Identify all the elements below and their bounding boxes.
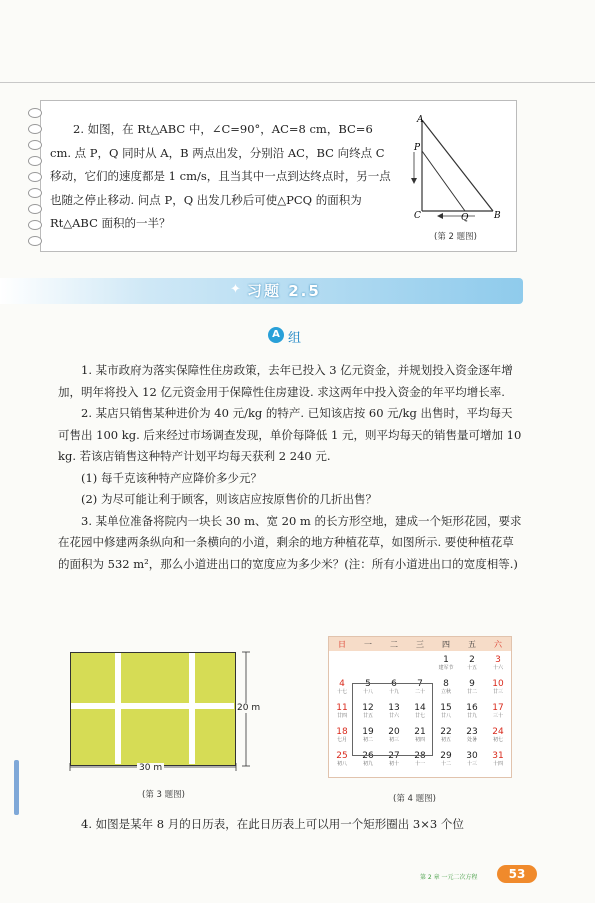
selection-rectangle xyxy=(352,683,433,756)
day-number: 15 xyxy=(440,703,452,713)
page-number: 53 xyxy=(497,865,537,883)
problem-4: 4. 如图是某年 8 月的日历表，在此日历表上可以用一个矩形圈出 3×3 个位 xyxy=(81,817,464,831)
problem-4-block xyxy=(58,814,523,836)
day-number: 10 xyxy=(492,679,504,689)
lunar-date: 廿八 xyxy=(440,713,451,719)
problems-text xyxy=(58,360,523,575)
lunar-date: 初二 xyxy=(362,737,373,743)
top-rule xyxy=(0,82,595,83)
weekday-header: 五 xyxy=(468,640,476,649)
figure-4-caption: (第 4 题图) xyxy=(393,794,436,804)
lunar-date: 廿六 xyxy=(388,713,399,719)
binder-ring-icon xyxy=(28,188,42,198)
day-number: 2 xyxy=(469,655,475,665)
day-number: 23 xyxy=(466,727,478,737)
day-number: 17 xyxy=(492,703,504,713)
figure-3-caption: (第 3 题图) xyxy=(142,790,185,800)
calendar-day xyxy=(459,727,485,744)
day-number: 19 xyxy=(362,727,374,737)
day-number: 5 xyxy=(365,679,371,689)
lunar-date: 十七 xyxy=(336,689,347,695)
day-number: 28 xyxy=(414,751,426,761)
lunar-date: 初五 xyxy=(440,737,451,743)
right-triangle-figure xyxy=(405,112,505,222)
weekday-header: 三 xyxy=(416,640,424,649)
day-number: 14 xyxy=(414,703,426,713)
section-title: 习题 2.5 xyxy=(247,282,321,300)
lunar-date: 二十 xyxy=(414,689,425,695)
lunar-date: 十六 xyxy=(492,665,503,671)
day-number: 3 xyxy=(495,655,501,665)
day-number: 18 xyxy=(336,727,348,737)
day-number: 26 xyxy=(362,751,374,761)
side-tab xyxy=(14,760,19,815)
lunar-date: 初三 xyxy=(388,737,399,743)
weekday-header: 日 xyxy=(338,640,346,649)
day-number: 29 xyxy=(440,751,452,761)
calendar-day xyxy=(433,751,459,768)
binder-ring-icon xyxy=(28,140,42,150)
day-number: 1 xyxy=(443,655,449,665)
calendar-day xyxy=(433,703,459,720)
day-number: 9 xyxy=(469,679,475,689)
group-label: 组 xyxy=(288,331,302,346)
day-number: 13 xyxy=(388,703,400,713)
calendar-day xyxy=(459,703,485,720)
day-number: 30 xyxy=(466,751,478,761)
star-icon: ✦ xyxy=(230,282,241,297)
lunar-date: 廿四 xyxy=(336,713,347,719)
day-number: 24 xyxy=(492,727,504,737)
lunar-date: 初九 xyxy=(362,761,373,767)
binder-ring-icon xyxy=(28,220,42,230)
problem-2: 2. 某店只销售某种进价为 40 元/kg 的特产. 已知该店按 60 元/kg 出售时，平均每天可售出 100 kg. 后来经过市场调查发现，单价每降低 1 元，则平均每天的销售量可增加 10 kg. 若该店销售这种特产计划平均每天获利 2 240 元. xyxy=(58,406,522,463)
problem-1: 1. 某市政府为落实保障性住房政策，去年已投入 3 亿元资金，并规划投入资金逐年增加，明年将投入 12 亿元资金用于保障性住房建设. 求这两年中投入资金的年平均增长率. xyxy=(58,363,513,399)
lunar-date: 廿五 xyxy=(362,713,373,719)
lunar-date: 十三 xyxy=(466,761,477,767)
lunar-date: 十九 xyxy=(388,689,399,695)
day-number: 8 xyxy=(443,679,449,689)
lunar-date: 初四 xyxy=(414,737,425,743)
height-label: 20 m xyxy=(237,703,261,713)
calendar-day xyxy=(485,751,511,768)
calendar-day xyxy=(433,679,459,696)
garden-dimensions xyxy=(60,645,260,780)
binder-ring-icon xyxy=(28,236,42,246)
day-number: 4 xyxy=(339,679,345,689)
weekday-header: 六 xyxy=(494,640,502,649)
figure-2-caption: (第 2 题图) xyxy=(434,232,477,242)
problem-2-part-2: (2) 为尽可能让利于顾客，则该店应按原售价的几折出售？ xyxy=(81,492,377,506)
calendar-day xyxy=(485,703,511,720)
day-number: 7 xyxy=(417,679,423,689)
footer-chapter: 第 2 章 一元二次方程 xyxy=(420,874,478,881)
lunar-date: 廿三 xyxy=(492,689,503,695)
binder-ring-icon xyxy=(28,204,42,214)
day-number: 25 xyxy=(336,751,348,761)
lunar-date: 七月 xyxy=(336,737,347,743)
lunar-date: 十五 xyxy=(466,665,477,671)
group-badge: A xyxy=(268,327,284,343)
calendar-day xyxy=(485,655,511,672)
calendar-day xyxy=(485,679,511,696)
binder-ring-icon xyxy=(28,172,42,182)
lunar-date: 初十 xyxy=(388,761,399,767)
lunar-date: 十八 xyxy=(362,689,373,695)
binder-ring-icon xyxy=(28,124,42,134)
lunar-date: 廿九 xyxy=(466,713,477,719)
lunar-date: 初七 xyxy=(492,737,503,743)
binder-ring-icon xyxy=(28,108,42,118)
day-number: 22 xyxy=(440,727,452,737)
weekday-header: 一 xyxy=(364,640,372,649)
lunar-date: 十一 xyxy=(414,761,425,767)
calendar-day xyxy=(433,727,459,744)
point-c-label: C xyxy=(414,211,421,221)
day-number: 31 xyxy=(492,751,504,761)
point-b-label: B xyxy=(494,211,501,221)
point-p-label: P xyxy=(414,143,421,153)
calendar-day xyxy=(459,751,485,768)
point-q-label: Q xyxy=(461,213,469,222)
binder-ring-icon xyxy=(28,156,42,166)
day-number: 16 xyxy=(466,703,478,713)
lunar-date: 建军节 xyxy=(438,665,454,671)
lunar-date: 初八 xyxy=(336,761,347,767)
lunar-date: 廿二 xyxy=(466,689,477,695)
day-number: 27 xyxy=(388,751,400,761)
lunar-date: 立秋 xyxy=(440,689,451,695)
lunar-date: 处暑 xyxy=(466,737,477,743)
weekday-header: 四 xyxy=(442,640,450,649)
day-number: 11 xyxy=(336,703,348,713)
problem-3: 3. 某单位准备将院内一块长 30 m、宽 20 m 的长方形空地，建成一个矩形花园，要求在花园中修建两条纵向和一条横向的小道，剩余的地方种植花草，如图所示. 要使种植花草的面积为 532 m²，那么小道进出口的宽度应为多少米？(注：所有小道进出口的宽度相等.) xyxy=(58,513,522,571)
calendar-day xyxy=(433,655,459,672)
day-number: 21 xyxy=(414,727,426,737)
calendar-day xyxy=(459,679,485,696)
calendar-day xyxy=(485,727,511,744)
day-number: 20 xyxy=(388,727,400,737)
weekday-header: 二 xyxy=(390,640,398,649)
lunar-date: 十二 xyxy=(440,761,451,767)
exercise-2-text: 2. 如图，在 Rt△ABC 中，∠C=90°，AC=8 cm，BC=6 cm. 点 P，Q 同时从 A，B 两点出发，分别沿 AC，BC 向终点 C 移动，它们的速度都是 1 cm/s，且当其中一点到达终点时，另一点也随之停止移动. 问点 P，Q 出发几秒后可使△PCQ 的面积为 Rt△ABC 面积的一半？ xyxy=(50,122,391,230)
day-number: 12 xyxy=(362,703,374,713)
day-number: 6 xyxy=(391,679,397,689)
calendar-day xyxy=(459,655,485,672)
width-label: 30 m xyxy=(139,763,163,773)
point-a-label: A xyxy=(417,115,424,125)
lunar-date: 三十 xyxy=(492,713,503,719)
lunar-date: 十四 xyxy=(492,761,503,767)
lunar-date: 廿七 xyxy=(414,713,425,719)
problem-2-part-1: (1) 每千克该种特产应降价多少元？ xyxy=(81,470,262,485)
